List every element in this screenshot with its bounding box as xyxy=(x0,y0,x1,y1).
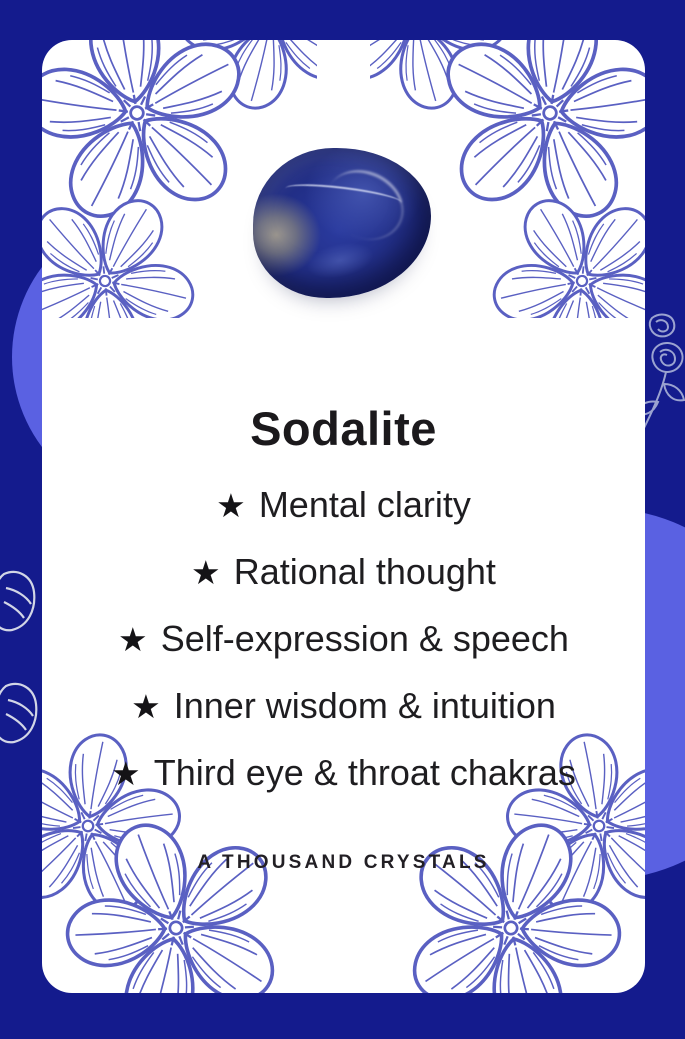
benefits-list xyxy=(42,472,645,807)
star-icon: ★ xyxy=(111,756,141,793)
star-icon: ★ xyxy=(191,555,221,592)
benefit-label: Rational thought xyxy=(233,551,496,592)
page-title: Sodalite xyxy=(250,402,437,456)
star-icon: ★ xyxy=(131,689,161,726)
benefit-item xyxy=(42,472,645,539)
benefit-label: Inner wisdom & intuition xyxy=(173,685,556,726)
benefit-label: Self-expression & speech xyxy=(160,618,569,659)
stone-blue-speckle xyxy=(303,237,376,283)
benefit-item xyxy=(42,606,645,673)
benefit-item xyxy=(42,539,645,606)
star-icon: ★ xyxy=(118,622,148,659)
brand-name: A THOUSAND CRYSTALS xyxy=(197,852,490,873)
benefit-label: Third eye & throat chakras xyxy=(153,752,576,793)
star-icon: ★ xyxy=(216,488,246,525)
benefit-label: Mental clarity xyxy=(258,484,471,525)
benefit-item xyxy=(42,740,645,807)
stone-gloss-highlight xyxy=(314,157,416,253)
benefit-item xyxy=(42,673,645,740)
faint-petal-line-art xyxy=(0,568,46,778)
crystal-card xyxy=(42,40,645,993)
